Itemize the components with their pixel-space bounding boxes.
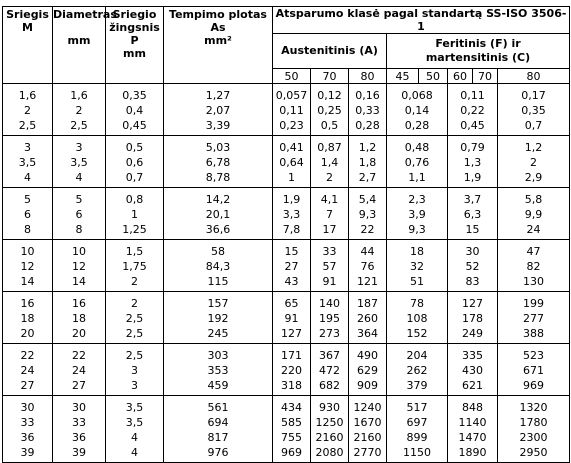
cell-diameter: 1,6 <box>53 84 106 104</box>
cell-diameter: 22 <box>53 344 106 364</box>
cell-f80: 2950 <box>498 445 570 463</box>
cell-a70: 33 <box>311 240 349 260</box>
thread-group <box>3 396 570 463</box>
cell-pitch: 1 <box>106 207 164 222</box>
cell-a50: 171 <box>273 344 311 364</box>
cell-thread: 22 <box>3 344 53 364</box>
cell-a80: 0,33 <box>349 103 387 118</box>
cell-a80: 1,8 <box>349 155 387 170</box>
cell-a70: 0,12 <box>311 84 349 104</box>
cell-a80: 22 <box>349 222 387 240</box>
cell-a70: 195 <box>311 311 349 326</box>
cell-f45-50: 697 <box>387 415 448 430</box>
cell-f45-50: 3,9 <box>387 207 448 222</box>
cell-f80: 277 <box>498 311 570 326</box>
cell-f45-50: 0,76 <box>387 155 448 170</box>
cell-f60-70: 621 <box>448 378 498 396</box>
cell-a70: 140 <box>311 292 349 312</box>
cell-pitch: 1,75 <box>106 259 164 274</box>
cell-f60-70: 848 <box>448 396 498 416</box>
cell-stress-area: 353 <box>164 363 273 378</box>
cell-a50: 0,41 <box>273 136 311 156</box>
cell-a80: 909 <box>349 378 387 396</box>
cell-a50: 0,057 <box>273 84 311 104</box>
cell-f60-70: 127 <box>448 292 498 312</box>
cell-pitch: 3 <box>106 363 164 378</box>
class-f60: 60 <box>448 69 473 84</box>
cell-f80: 2300 <box>498 430 570 445</box>
cell-f80: 388 <box>498 326 570 344</box>
table-row <box>3 311 570 326</box>
cell-a50: 0,11 <box>273 103 311 118</box>
cell-f80: 9,9 <box>498 207 570 222</box>
thread-group <box>3 240 570 292</box>
cell-a50: 3,3 <box>273 207 311 222</box>
cell-f80: 0,7 <box>498 118 570 136</box>
cell-f45-50: 18 <box>387 240 448 260</box>
cell-f45-50: 2,3 <box>387 188 448 208</box>
cell-f45-50: 204 <box>387 344 448 364</box>
table-row <box>3 170 570 188</box>
table-row <box>3 136 570 156</box>
cell-diameter: 16 <box>53 292 106 312</box>
header-plotas-symbol: As <box>210 21 226 34</box>
header-plotas-label: Tempimo plotas <box>169 8 267 21</box>
cell-diameter: 30 <box>53 396 106 416</box>
cell-a70: 91 <box>311 274 349 292</box>
cell-f45-50: 0,068 <box>387 84 448 104</box>
cell-diameter: 2,5 <box>53 118 106 136</box>
cell-f60-70: 83 <box>448 274 498 292</box>
cell-diameter: 4 <box>53 170 106 188</box>
cell-a70: 2 <box>311 170 349 188</box>
cell-a70: 0,25 <box>311 103 349 118</box>
cell-a50: 220 <box>273 363 311 378</box>
cell-f60-70: 6,3 <box>448 207 498 222</box>
cell-a70: 57 <box>311 259 349 274</box>
cell-f45-50: 379 <box>387 378 448 396</box>
header-sriegis-label: Sriegis <box>6 8 49 21</box>
cell-a80: 5,4 <box>349 188 387 208</box>
cell-diameter: 6 <box>53 207 106 222</box>
cell-pitch: 0,8 <box>106 188 164 208</box>
cell-thread: 8 <box>3 222 53 240</box>
cell-a70: 7 <box>311 207 349 222</box>
cell-a70: 273 <box>311 326 349 344</box>
header-sriegis <box>3 7 53 84</box>
cell-diameter: 2 <box>53 103 106 118</box>
cell-f45-50: 1,1 <box>387 170 448 188</box>
cell-a80: 44 <box>349 240 387 260</box>
cell-f80: 5,8 <box>498 188 570 208</box>
cell-f80: 1,2 <box>498 136 570 156</box>
cell-thread: 33 <box>3 415 53 430</box>
cell-diameter: 8 <box>53 222 106 240</box>
table-row <box>3 363 570 378</box>
cell-pitch: 3,5 <box>106 396 164 416</box>
cell-diameter: 18 <box>53 311 106 326</box>
class-f45: 45 <box>387 69 419 84</box>
cell-pitch: 0,35 <box>106 84 164 104</box>
header-zingsnis-unit: mm <box>123 47 146 60</box>
cell-thread: 6 <box>3 207 53 222</box>
cell-a50: 1,9 <box>273 188 311 208</box>
cell-thread: 3,5 <box>3 155 53 170</box>
cell-a80: 121 <box>349 274 387 292</box>
cell-f80: 1780 <box>498 415 570 430</box>
cell-f60-70: 1,9 <box>448 170 498 188</box>
cell-stress-area: 245 <box>164 326 273 344</box>
cell-thread: 24 <box>3 363 53 378</box>
cell-a80: 364 <box>349 326 387 344</box>
cell-a70: 17 <box>311 222 349 240</box>
header-ferritic <box>387 34 570 69</box>
cell-f80: 47 <box>498 240 570 260</box>
cell-f80: 2 <box>498 155 570 170</box>
class-f70: 70 <box>473 69 498 84</box>
cell-diameter: 24 <box>53 363 106 378</box>
cell-a50: 434 <box>273 396 311 416</box>
cell-stress-area: 115 <box>164 274 273 292</box>
cell-stress-area: 459 <box>164 378 273 396</box>
cell-f60-70: 3,7 <box>448 188 498 208</box>
cell-f60-70: 1,3 <box>448 155 498 170</box>
cell-stress-area: 36,6 <box>164 222 273 240</box>
cell-a80: 2,7 <box>349 170 387 188</box>
cell-diameter: 39 <box>53 445 106 463</box>
cell-a80: 2770 <box>349 445 387 463</box>
cell-diameter: 10 <box>53 240 106 260</box>
cell-thread: 2 <box>3 103 53 118</box>
header-zingsnis <box>106 7 164 84</box>
cell-stress-area: 157 <box>164 292 273 312</box>
table-row <box>3 118 570 136</box>
cell-f60-70: 249 <box>448 326 498 344</box>
cell-f45-50: 0,48 <box>387 136 448 156</box>
table-row <box>3 378 570 396</box>
cell-a80: 2160 <box>349 430 387 445</box>
table-row <box>3 188 570 208</box>
cell-f45-50: 9,3 <box>387 222 448 240</box>
table-row <box>3 222 570 240</box>
cell-f60-70: 430 <box>448 363 498 378</box>
cell-stress-area: 976 <box>164 445 273 463</box>
cell-thread: 2,5 <box>3 118 53 136</box>
cell-diameter: 3,5 <box>53 155 106 170</box>
cell-a70: 930 <box>311 396 349 416</box>
header-zingsnis-line2: žingsnis <box>109 21 160 34</box>
cell-f80: 671 <box>498 363 570 378</box>
cell-a50: 1 <box>273 170 311 188</box>
cell-f45-50: 152 <box>387 326 448 344</box>
cell-stress-area: 303 <box>164 344 273 364</box>
cell-thread: 27 <box>3 378 53 396</box>
header-zingsnis-line1: Sriegio <box>112 8 157 21</box>
header-plotas-unit: mm² <box>204 34 232 47</box>
class-a80: 80 <box>349 69 387 84</box>
table-row <box>3 240 570 260</box>
cell-diameter: 20 <box>53 326 106 344</box>
cell-stress-area: 20,1 <box>164 207 273 222</box>
cell-stress-area: 14,2 <box>164 188 273 208</box>
cell-a50: 65 <box>273 292 311 312</box>
cell-stress-area: 817 <box>164 430 273 445</box>
cell-a50: 91 <box>273 311 311 326</box>
header-diametras <box>53 7 117 84</box>
header-plotas <box>164 7 273 84</box>
cell-f80: 24 <box>498 222 570 240</box>
header-austenitic: Austenitinis (A) <box>273 34 387 69</box>
cell-stress-area: 1,27 <box>164 84 273 104</box>
cell-f45-50: 517 <box>387 396 448 416</box>
header-diametras-label: Diametras <box>53 8 117 21</box>
cell-f45-50: 0,28 <box>387 118 448 136</box>
cell-thread: 10 <box>3 240 53 260</box>
cell-a70: 1250 <box>311 415 349 430</box>
cell-diameter: 5 <box>53 188 106 208</box>
header-strength-class: Atsparumo klasė pagal standartą SS-ISO 3506-1 <box>273 7 570 34</box>
table-row <box>3 415 570 430</box>
cell-f60-70: 30 <box>448 240 498 260</box>
cell-stress-area: 561 <box>164 396 273 416</box>
cell-a70: 2080 <box>311 445 349 463</box>
cell-a80: 0,16 <box>349 84 387 104</box>
table-row <box>3 274 570 292</box>
cell-a50: 7,8 <box>273 222 311 240</box>
table-row <box>3 207 570 222</box>
cell-stress-area: 8,78 <box>164 170 273 188</box>
cell-a50: 0,64 <box>273 155 311 170</box>
cell-thread: 18 <box>3 311 53 326</box>
cell-f80: 82 <box>498 259 570 274</box>
cell-stress-area: 6,78 <box>164 155 273 170</box>
cell-pitch: 4 <box>106 445 164 463</box>
header-ferritic-line1: Feritinis (F) ir <box>435 37 521 50</box>
table-row <box>3 292 570 312</box>
cell-stress-area: 5,03 <box>164 136 273 156</box>
cell-a50: 755 <box>273 430 311 445</box>
cell-thread: 14 <box>3 274 53 292</box>
cell-a80: 187 <box>349 292 387 312</box>
class-a50: 50 <box>273 69 311 84</box>
cell-a70: 0,87 <box>311 136 349 156</box>
cell-f60-70: 178 <box>448 311 498 326</box>
cell-diameter: 27 <box>53 378 106 396</box>
cell-pitch: 0,5 <box>106 136 164 156</box>
cell-stress-area: 192 <box>164 311 273 326</box>
cell-f80: 199 <box>498 292 570 312</box>
cell-a50: 15 <box>273 240 311 260</box>
cell-pitch: 2 <box>106 292 164 312</box>
thread-group <box>3 136 570 188</box>
header-diametras-unit: mm <box>67 34 91 47</box>
table-row <box>3 84 570 104</box>
class-a70: 70 <box>311 69 349 84</box>
class-f80: 80 <box>498 69 570 84</box>
cell-pitch: 3,5 <box>106 415 164 430</box>
cell-f80: 2,9 <box>498 170 570 188</box>
cell-diameter: 12 <box>53 259 106 274</box>
cell-a70: 0,5 <box>311 118 349 136</box>
class-f50: 50 <box>419 69 448 84</box>
cell-thread: 1,6 <box>3 84 53 104</box>
cell-f60-70: 0,45 <box>448 118 498 136</box>
cell-thread: 20 <box>3 326 53 344</box>
cell-a70: 472 <box>311 363 349 378</box>
table-row <box>3 396 570 416</box>
cell-stress-area: 3,39 <box>164 118 273 136</box>
cell-f80: 1320 <box>498 396 570 416</box>
cell-f45-50: 78 <box>387 292 448 312</box>
cell-a50: 969 <box>273 445 311 463</box>
header-spacer <box>53 21 105 34</box>
cell-f60-70: 0,22 <box>448 103 498 118</box>
cell-f80: 523 <box>498 344 570 364</box>
cell-a80: 76 <box>349 259 387 274</box>
cell-pitch: 2,5 <box>106 344 164 364</box>
table-header <box>3 7 570 84</box>
table-row <box>3 155 570 170</box>
thread-group <box>3 84 570 136</box>
cell-a70: 4,1 <box>311 188 349 208</box>
cell-f60-70: 15 <box>448 222 498 240</box>
cell-f45-50: 899 <box>387 430 448 445</box>
cell-f60-70: 1140 <box>448 415 498 430</box>
cell-a70: 2160 <box>311 430 349 445</box>
cell-diameter: 33 <box>53 415 106 430</box>
cell-a80: 1240 <box>349 396 387 416</box>
cell-thread: 30 <box>3 396 53 416</box>
header-sriegis-unit: M <box>22 21 33 34</box>
cell-f60-70: 1470 <box>448 430 498 445</box>
table-row <box>3 326 570 344</box>
header-ferritic-line2: martensitinis (C) <box>425 51 531 64</box>
cell-pitch: 0,7 <box>106 170 164 188</box>
cell-pitch: 3 <box>106 378 164 396</box>
cell-diameter: 14 <box>53 274 106 292</box>
cell-thread: 5 <box>3 188 53 208</box>
thread-group <box>3 188 570 240</box>
cell-thread: 16 <box>3 292 53 312</box>
cell-stress-area: 84,3 <box>164 259 273 274</box>
cell-f60-70: 1890 <box>448 445 498 463</box>
cell-a50: 43 <box>273 274 311 292</box>
cell-f60-70: 335 <box>448 344 498 364</box>
cell-pitch: 4 <box>106 430 164 445</box>
thread-group <box>3 292 570 344</box>
cell-a50: 585 <box>273 415 311 430</box>
cell-f45-50: 51 <box>387 274 448 292</box>
cell-f45-50: 108 <box>387 311 448 326</box>
thread-group <box>3 344 570 396</box>
cell-thread: 3 <box>3 136 53 156</box>
cell-f45-50: 0,14 <box>387 103 448 118</box>
cell-a80: 490 <box>349 344 387 364</box>
cell-pitch: 2,5 <box>106 311 164 326</box>
cell-pitch: 2,5 <box>106 326 164 344</box>
table-row <box>3 103 570 118</box>
cell-stress-area: 2,07 <box>164 103 273 118</box>
cell-thread: 4 <box>3 170 53 188</box>
cell-thread: 36 <box>3 430 53 445</box>
cell-thread: 12 <box>3 259 53 274</box>
cell-a80: 260 <box>349 311 387 326</box>
cell-pitch: 0,4 <box>106 103 164 118</box>
cell-pitch: 0,45 <box>106 118 164 136</box>
table-row <box>3 445 570 463</box>
table-row <box>3 344 570 364</box>
cell-a50: 318 <box>273 378 311 396</box>
cell-a50: 0,23 <box>273 118 311 136</box>
cell-a80: 629 <box>349 363 387 378</box>
cell-a70: 367 <box>311 344 349 364</box>
cell-f80: 0,35 <box>498 103 570 118</box>
cell-pitch: 0,6 <box>106 155 164 170</box>
cell-f45-50: 32 <box>387 259 448 274</box>
cell-diameter: 36 <box>53 430 106 445</box>
header-zingsnis-symbol: P <box>130 34 139 47</box>
cell-f45-50: 1150 <box>387 445 448 463</box>
cell-thread: 39 <box>3 445 53 463</box>
cell-a70: 1,4 <box>311 155 349 170</box>
cell-a50: 127 <box>273 326 311 344</box>
cell-a80: 9,3 <box>349 207 387 222</box>
cell-pitch: 2 <box>106 274 164 292</box>
cell-f80: 969 <box>498 378 570 396</box>
cell-pitch: 1,5 <box>106 240 164 260</box>
cell-f80: 0,17 <box>498 84 570 104</box>
cell-f60-70: 0,11 <box>448 84 498 104</box>
table-row <box>3 259 570 274</box>
cell-f60-70: 0,79 <box>448 136 498 156</box>
cell-f80: 130 <box>498 274 570 292</box>
cell-diameter: 3 <box>53 136 106 156</box>
cell-a80: 1670 <box>349 415 387 430</box>
cell-f45-50: 262 <box>387 363 448 378</box>
cell-a70: 682 <box>311 378 349 396</box>
cell-a50: 27 <box>273 259 311 274</box>
thread-strength-table <box>2 6 570 463</box>
cell-f60-70: 52 <box>448 259 498 274</box>
cell-pitch: 1,25 <box>106 222 164 240</box>
cell-stress-area: 694 <box>164 415 273 430</box>
cell-a80: 1,2 <box>349 136 387 156</box>
cell-stress-area: 58 <box>164 240 273 260</box>
cell-a80: 0,28 <box>349 118 387 136</box>
